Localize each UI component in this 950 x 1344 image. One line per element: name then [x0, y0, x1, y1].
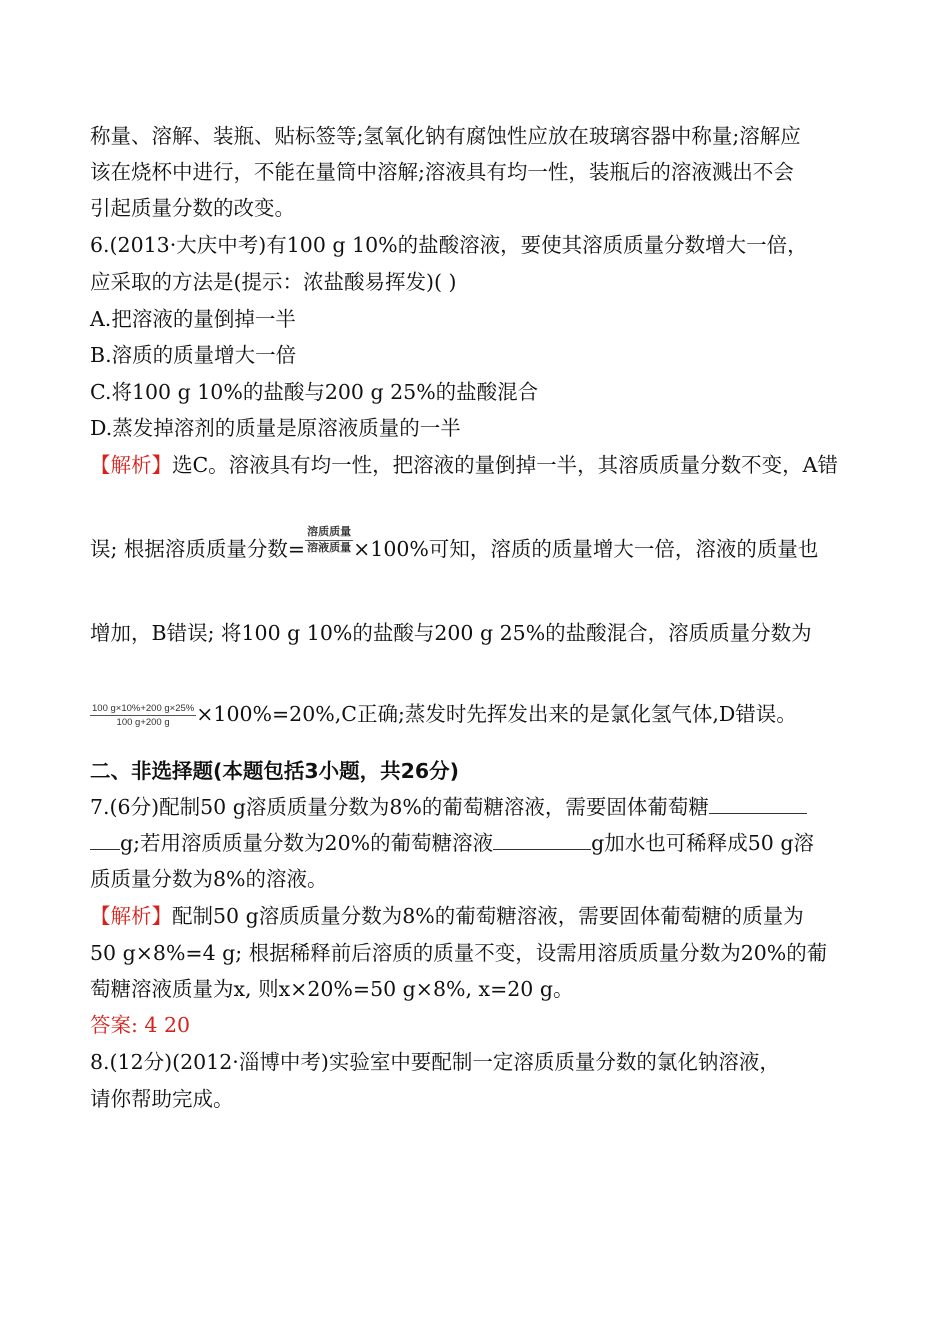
analysis-text: 选C。溶液具有均一性，把溶液的量倒掉一半，其溶质质量分数不变，A错 [172, 453, 838, 477]
answer-blank [493, 829, 591, 850]
answer-blank [709, 793, 807, 814]
question-text: g加水也可稀释成50 g溶 [591, 831, 814, 855]
question-7-stem: 质质量分数为8%的溶液。 [90, 867, 328, 891]
analysis-tag: 【解析】 [90, 904, 172, 928]
question-6-stem: 6.(2013·大庆中考)有100 g 10%的盐酸溶液，要使其溶质质量分数增大一倍， [90, 233, 808, 257]
option-c: C.将100 g 10%的盐酸与200 g 25%的盐酸混合 [90, 380, 539, 404]
fraction-formula [90, 702, 196, 729]
analysis-line [90, 526, 819, 566]
answer-line: 答案: 4 20 [90, 1013, 191, 1037]
analysis-text: 误; 根据溶质质量分数= [90, 537, 306, 561]
analysis-text: ×100%可知，溶质的质量增大一倍，溶液的质量也 [353, 537, 819, 561]
fraction-denominator: 100 g+200 g [116, 717, 170, 728]
analysis-line: 增加，B错误; 将100 g 10%的盐酸与200 g 25%的盐酸混合，溶质质量分数为 [90, 621, 812, 645]
analysis-line: 萄糖溶液质量为x, 则x×20%=50 g×8%, x=20 g。 [90, 977, 574, 1001]
analysis-line: 50 g×8%=4 g; 根据稀释前后溶质的质量不变，设需用溶质质量分数为20%的葡 [90, 941, 828, 965]
question-8-stem: 8.(12分)(2012·淄博中考)实验室中要配制一定溶质质量分数的氯化钠溶液， [90, 1050, 780, 1074]
question-text: g;若用溶质质量分数为20%的葡萄糖溶液 [120, 831, 494, 855]
question-text: 7.(6分)配制50 g溶质质量分数为8%的葡萄糖溶液，需要固体葡萄糖 [90, 795, 709, 819]
fraction-denominator: 溶液质量 [307, 542, 352, 554]
text-line: 称量、溶解、装瓶、贴标签等;氢氧化钠有腐蚀性应放在玻璃容器中称量;溶解应 [90, 124, 801, 148]
question-7-stem [90, 829, 814, 857]
analysis-line [90, 451, 838, 479]
option-d: D.蒸发掉溶剂的质量是原溶液质量的一半 [90, 416, 461, 440]
option-a: A.把溶液的量倒掉一半 [90, 307, 296, 331]
analysis-tag: 【解析】 [90, 453, 172, 477]
option-b: B.溶质的质量增大一倍 [90, 343, 297, 367]
fraction-formula [305, 525, 353, 556]
analysis-text: ×100%=20%,C正确;蒸发时先挥发出来的是氯化氢气体,D错误。 [196, 702, 797, 726]
question-8-stem: 请你帮助完成。 [90, 1087, 234, 1111]
answer-blank [90, 829, 120, 850]
analysis-line [90, 700, 797, 729]
question-6-stem: 应采取的方法是(提示：浓盐酸易挥发)( ) [90, 270, 457, 294]
question-7-stem [90, 793, 807, 821]
section-heading: 二、非选择题(本题包括3小题，共26分) [90, 759, 460, 783]
text-line: 该在烧杯中进行，不能在量筒中溶解;溶液具有均一性，装瓶后的溶液溅出不会 [90, 160, 794, 184]
text-line: 引起质量分数的改变。 [90, 196, 295, 220]
analysis-line [90, 902, 804, 930]
fraction-numerator: 溶质质量 [305, 525, 353, 541]
fraction-numerator: 100 g×10%+200 g×25% [92, 703, 195, 714]
analysis-text: 配制50 g溶质质量分数为8%的葡萄糖溶液，需要固体葡萄糖的质量为 [172, 904, 804, 928]
